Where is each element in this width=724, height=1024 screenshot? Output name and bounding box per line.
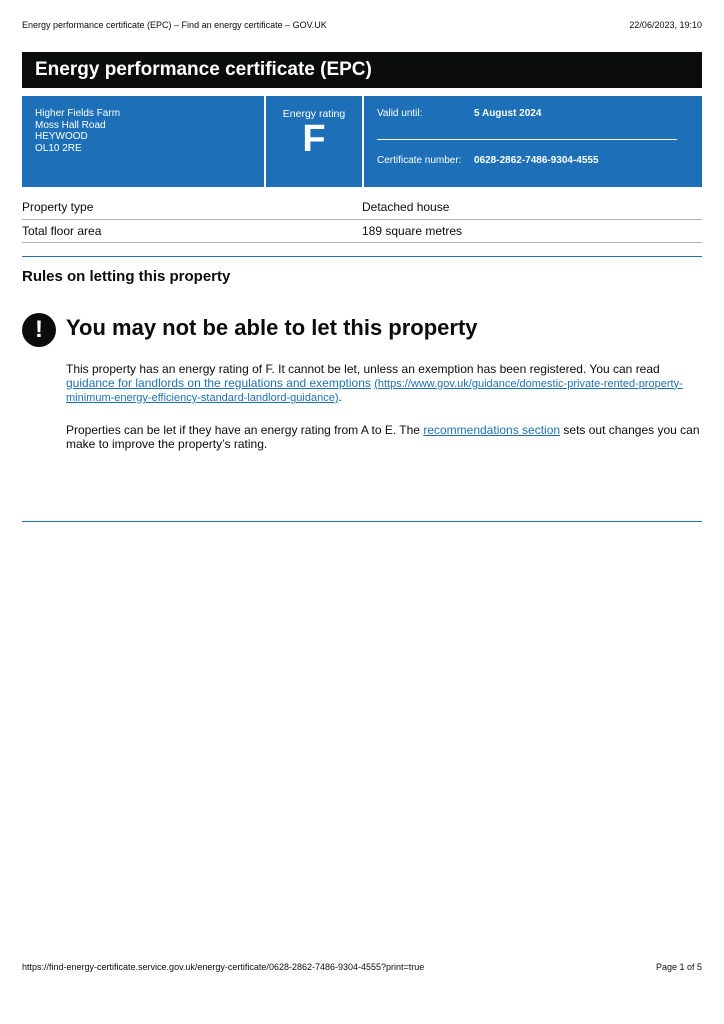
- summary-row: [22, 220, 702, 244]
- print-header-datetime: 22/06/2023, 19:10: [629, 20, 702, 30]
- rules-heading: Rules on letting this property: [22, 268, 231, 285]
- summary-key: Property type: [22, 200, 94, 214]
- address-postcode: OL10 2RE: [35, 142, 82, 154]
- recommendations-section-link[interactable]: recommendations section: [423, 423, 561, 437]
- energy-rating-label: Energy rating: [282, 108, 346, 120]
- valid-until-label: Valid until:: [377, 108, 423, 119]
- print-footer: [22, 962, 702, 974]
- summary-value: Detached house: [362, 200, 450, 214]
- section-divider: [22, 256, 702, 257]
- certificate-number-value: 0628-2862-7486-9304-4555: [474, 155, 599, 166]
- property-summary-list: [22, 196, 702, 243]
- certificate-info-band: [22, 96, 702, 187]
- para2-text: Properties can be let if they have an energy rating from A to E. The: [66, 423, 424, 437]
- summary-value: 189 square metres: [362, 223, 463, 238]
- page-number: Page 1 of 5: [655, 962, 702, 972]
- property-address: [22, 96, 264, 187]
- para1-end: .: [338, 390, 342, 404]
- certificate-number-label: Certificate number:: [377, 155, 462, 166]
- exclamation-circle-icon: !: [22, 313, 56, 347]
- address-line-2: Moss Hall Road: [35, 119, 106, 131]
- summary-row: [22, 196, 702, 220]
- validity-divider: [377, 139, 677, 140]
- energy-rating-letter: F: [302, 118, 326, 160]
- para2-end: sets out changes you can make to improve the property’s rating.: [66, 423, 700, 451]
- energy-rating-box: [266, 96, 362, 187]
- landlord-guidance-link[interactable]: guidance for landlords on the regulations and exemptions: [66, 375, 371, 390]
- print-header-title: Energy performance certificate (EPC) – Find an energy certificate – GOV.UK: [22, 20, 327, 30]
- certificate-validity: [364, 96, 702, 187]
- address-line-1: Higher Fields Farm: [35, 108, 121, 119]
- certificate-title-bar: [22, 52, 702, 88]
- summary-key: Total floor area: [22, 223, 102, 238]
- valid-until-value: 5 August 2024: [474, 108, 542, 119]
- print-footer-url: https://find-energy-certificate.service.gov.uk/energy-certificate/0628-2862-7486-9304-4555?print=true: [22, 962, 425, 972]
- section-divider: [22, 521, 702, 522]
- letting-rules-paragraph: [66, 363, 702, 406]
- page-title: Energy performance certificate (EPC): [35, 59, 372, 80]
- print-header: [22, 20, 702, 32]
- rating-exemption-paragraph: [66, 424, 702, 451]
- address-line-3: HEYWOOD: [35, 131, 88, 142]
- landlord-guidance-url[interactable]: (https://www.gov.uk/guidance/domestic-private-rented-property-minimum-energy-efficiency-standard-landlord-guidance): [66, 377, 683, 404]
- warning-heading: You may not be able to let this property: [66, 315, 478, 340]
- para1-text: This property has an energy rating of F. It cannot be let, unless an exemption has been registered. You can read: [66, 362, 660, 376]
